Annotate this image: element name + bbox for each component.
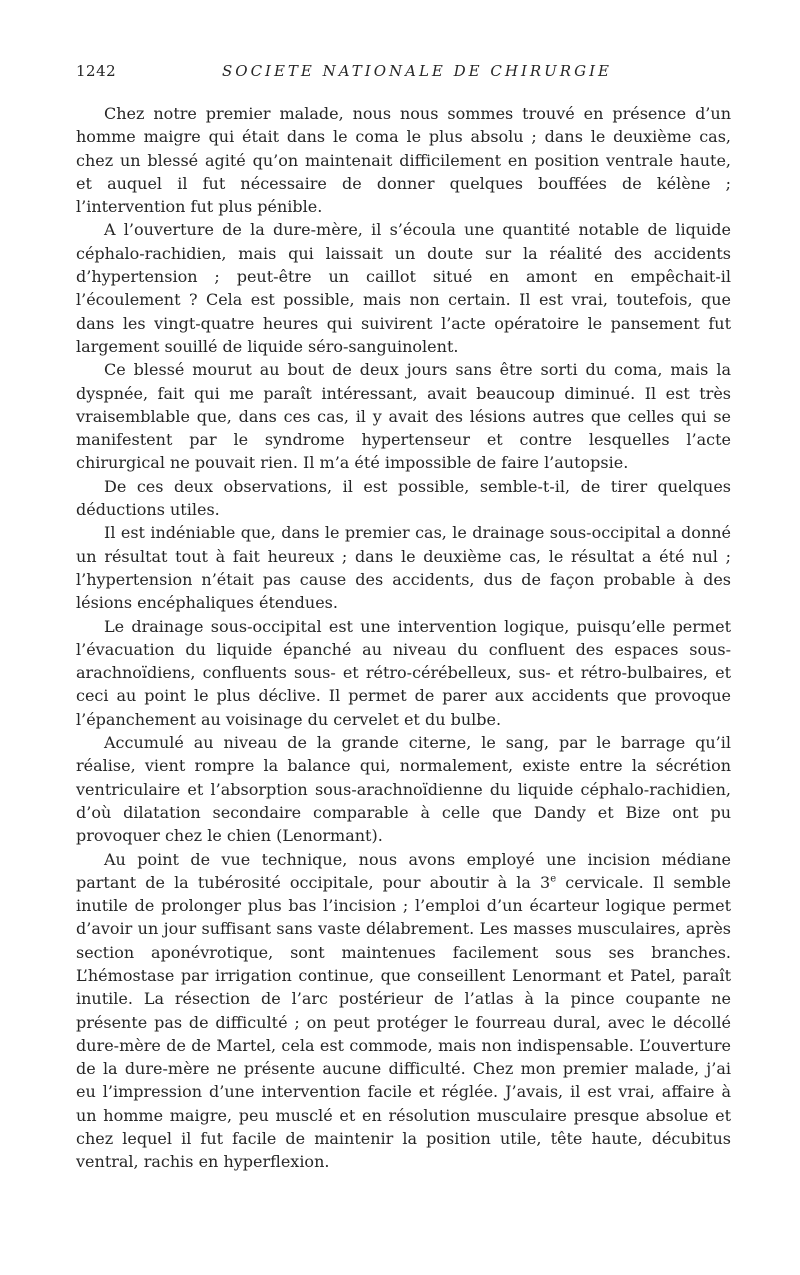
- paragraph-technique: [76, 848, 731, 1174]
- running-head: [76, 62, 731, 90]
- paragraph-deductions: De ces deux observations, il est possible, semble-t-il, de tirer quelques déductions utiles.: [76, 476, 731, 520]
- journal-title: SOCIETE NATIONALE DE CHIRURGIE: [222, 62, 612, 80]
- paragraph-results: Il est indéniable que, dans le premier cas, le drainage sous-occipital a donné un résultat tout à fait heureux ; dans le deuxième cas, le résultat a été nul ; l’hypertension n’était pas cause des accidents, dus de façon probable à des lésions encéphaliques étendues.: [76, 523, 731, 613]
- ordinal-superscript: e: [550, 873, 557, 885]
- paragraph-suboccipital-drainage: Le drainage sous-occipital est une intervention logique, puisqu’elle permet l’évacuation du liquide épanché au niveau du confluent des espaces sous-arachnoïdiens, confluents sous- et rétro-cérébelleux, sus- et rétro-bulbaires, et ceci au point le plus déclive. Il permet de parer aux accidents que provoque l’épanchement au voisinage du cervelet et du bulbe.: [76, 616, 731, 729]
- paragraph-dura-mater: A l’ouverture de la dure-mère, il s’écoula une quantité notable de liquide céphalo-rachidien, mais qui laissait un doute sur la réalité des accidents d’hypertension ; peut-être un caillot situé en amont en empêchait-il l’écoulement ? Cela est possible, mais non certain. Il est vrai, toutefois, que dans les vingt-quatre heures qui suivirent l’acte opératoire le pansement fut largement souillé de liquide séro-sanguinolent.: [76, 220, 731, 356]
- body-text: [76, 102, 731, 1174]
- paragraph-cistern: Accumulé au niveau de la grande citerne, le sang, par le barrage qu’il réalise, vient rompre la balance qui, normalement, existe entre la sécrétion ventriculaire et l’absorption sous-arachnoïdienne du liquide céphalo-rachidien, d’où dilatation secondaire comparable à celle que Dandy et Bize ont pu provoquer chez le chien (Lenormant).: [76, 733, 731, 846]
- book-page: [76, 62, 731, 1174]
- technique-text-after-sup: cervicale. Il semble inutile de prolonger plus bas l’incision ; l’emploi d’un écarteur logique permet d’avoir un jour suffisant sans vaste délabrement. Les masses musculaires, après section aponévrotique, sont maintenues facilement sous ses branches. L’hémostase par irrigation continue, que conseillent Lenormant et Patel, paraît inutile. La résection de l’arc postérieur de l’atlas à la pince coupante ne présente pas de difficulté ; on peut protéger le fourreau dural, avec le décollé dure-mère de de Martel, cela est commode, mais non indispensable. L’ouverture de la dure-mère ne présente aucune difficulté. Chez mon premier malade, j’ai eu l’impression d’une intervention facile et réglée. J’avais, il est vrai, affaire à un homme maigre, peu musclé et en résolution musculaire presque absolue et chez lequel il fut facile de maintenir la position utile, tête haute, décubitus ventral, rachis en hyperflexion.: [76, 872, 732, 1172]
- page-number: 1242: [76, 62, 117, 80]
- paragraph-patient-death: Ce blessé mourut au bout de deux jours sans être sorti du coma, mais la dyspnée, fait qui me paraît intéressant, avait beaucoup diminué. Il est très vraisemblable que, dans ces cas, il y avait des lésions autres que celles qui se manifestent par le syndrome hypertenseur et contre lesquelles l’acte chirurgical ne pouvait rien. Il m’a été impossible de faire l’autopsie.: [76, 360, 731, 473]
- technique-text-before-sup: Au point de vue technique, nous avons employé une incision médiane partant de la tubérosité occipitale, pour aboutir à la 3: [76, 849, 731, 892]
- paragraph-first-case: Chez notre premier malade, nous nous sommes trouvé en présence d’un homme maigre qui était dans le coma le plus absolu ; dans le deuxième cas, chez un blessé agité qu’on maintenait difficilement en position ventrale haute, et auquel il fut nécessaire de donner quelques bouffées de kélène ; l’intervention fut plus pénible.: [76, 104, 731, 217]
